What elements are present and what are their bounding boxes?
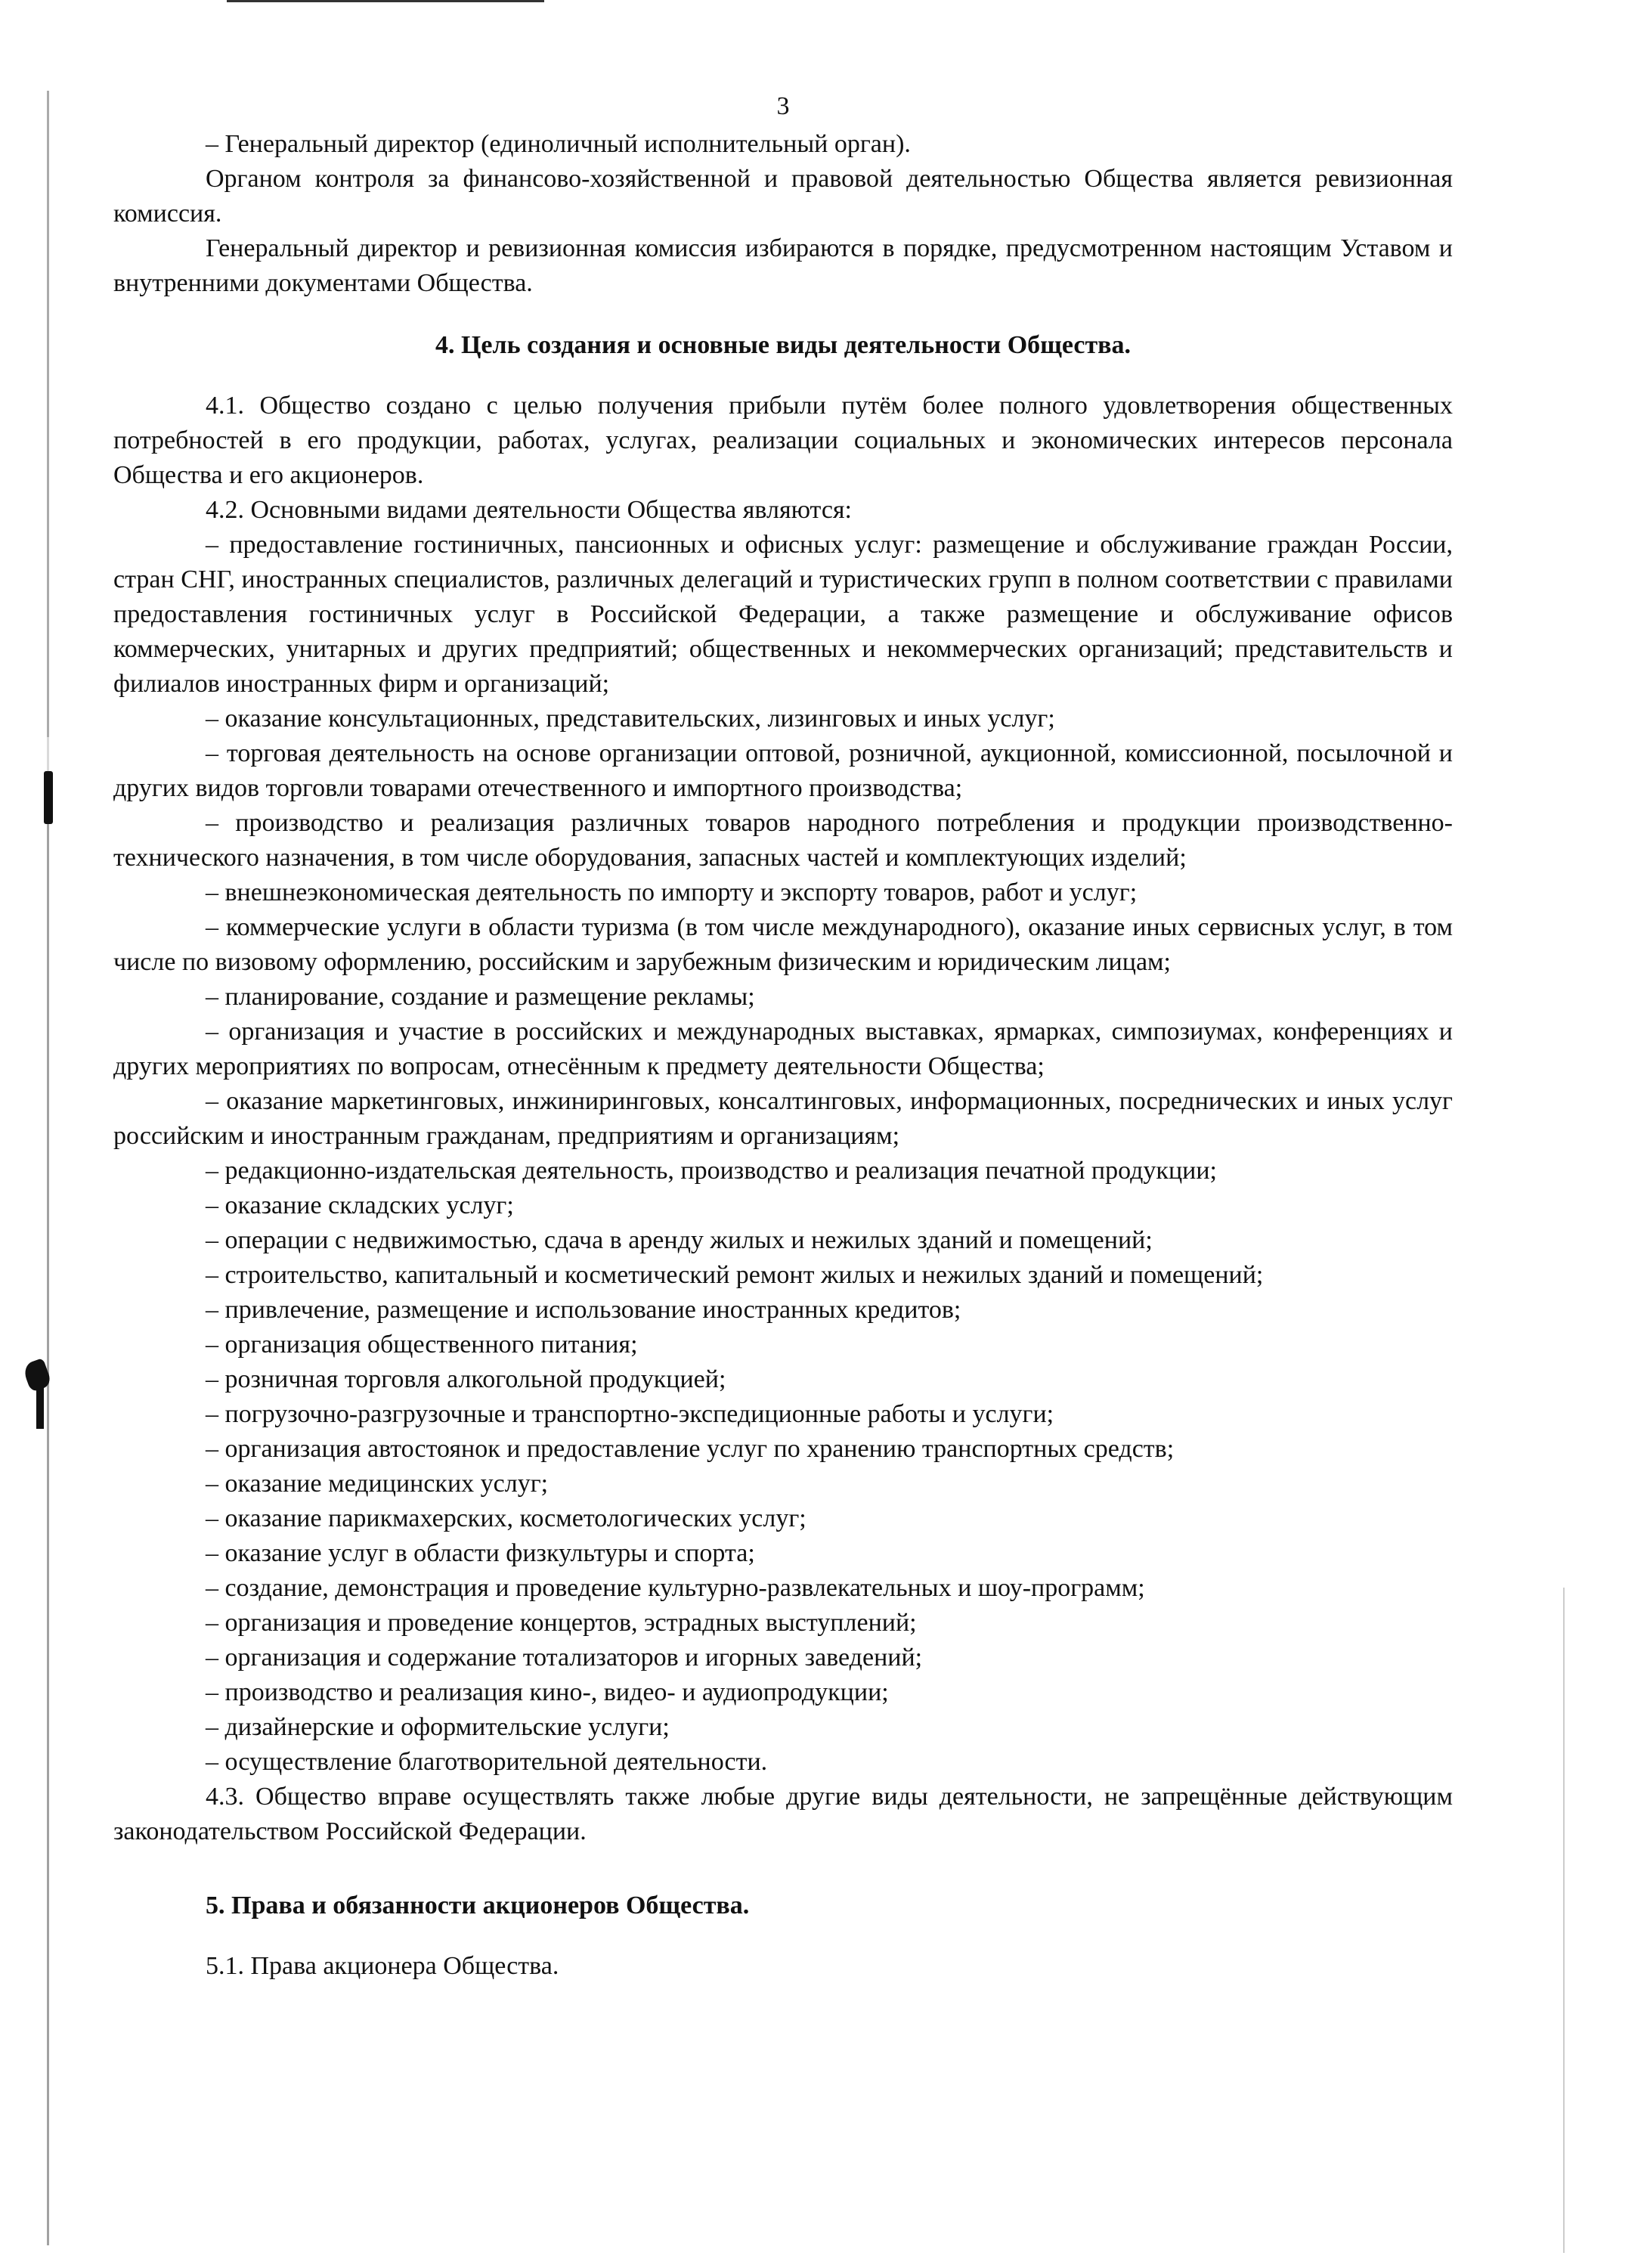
list-item: – оказание медицинских услуг;	[206, 1470, 549, 1498]
list-item: – организация и проведение концертов, эстрадных выступлений;	[206, 1609, 917, 1637]
list-item: – оказание консультационных, представительских, лизинговых и иных услуг;	[206, 705, 1055, 733]
list-item: – погрузочно-разгрузочные и транспортно-экспедиционные работы и услуги;	[206, 1400, 1054, 1428]
list-item: – операции с недвижимостью, сдача в аренду жилых и нежилых зданий и помещений;	[206, 1226, 1153, 1254]
list-item: – производство и реализация кино-, видео- и аудиопродукции;	[206, 1678, 889, 1706]
list-item: – внешнеэкономическая деятельность по импорту и экспорту товаров, работ и услуг;	[206, 878, 1138, 906]
list-item: – предоставление гостиничных, пансионных и офисных услуг: размещение и обслуживание граждан России, стран СНГ, иностранных специалистов, различных делегаций и туристических групп в полном соответствии с правилами предоставления гостиничных услуг в Российской Федерации, а также размещение и обслуживание офисов коммерческих, унитарных и других предприятий; общественных и некоммерческих организаций; представительств и филиалов иностранных фирм и организаций;	[113, 531, 1453, 698]
list-item: – осуществление благотворительной деятельности.	[206, 1748, 768, 1776]
list-item: – розничная торговля алкогольной продукцией;	[206, 1365, 726, 1393]
list-item: – организация автостоянок и предоставление услуг по хранению транспортных средств;	[206, 1435, 1175, 1463]
page-number: 3	[776, 92, 790, 120]
list-item: – оказание маркетинговых, инжиниринговых, консалтинговых, информационных, посреднических и иных услуг российским и иностранным гражданам, предприятиям и организациям;	[113, 1087, 1453, 1150]
list-item: – производство и реализация различных товаров народного потребления и продукции производственно-технического назначения, в том числе оборудования, запасных частей и комплектующих изделий;	[113, 809, 1453, 872]
list-item: – планирование, создание и размещение рекламы;	[206, 983, 755, 1011]
paragraph: Генеральный директор и ревизионная комиссия избираются в порядке, предусмотренном настоящим Уставом и внутренними документами Общества.	[113, 234, 1453, 297]
section-heading: 5. Права и обязанности акционеров Общества.	[206, 1892, 750, 1919]
list-item: – торговая деятельность на основе организации оптовой, розничной, аукционной, комиссионной, посылочной и других видов торговли товарами отечественного и импортного производства;	[113, 739, 1453, 802]
paragraph: 4.3. Общество вправе осуществлять также любые другие виды деятельности, не запрещённые действующим законодательством Российской Федерации.	[113, 1783, 1453, 1845]
list-item: – строительство, капитальный и косметический ремонт жилых и нежилых зданий и помещений;	[206, 1261, 1264, 1289]
document-body	[113, 89, 1453, 1984]
list-item: – оказание услуг в области физкультуры и спорта;	[206, 1539, 755, 1567]
scan-left-edge	[47, 91, 49, 2245]
scan-binding-mark	[44, 771, 53, 824]
scan-binding-mark	[36, 1376, 44, 1429]
activities-list	[113, 528, 1453, 1780]
list-item: – привлечение, размещение и использование иностранных кредитов;	[206, 1296, 961, 1324]
paragraph: 4.2. Основными видами деятельности Общества являются:	[206, 496, 852, 524]
list-item: – редакционно-издательская деятельность, производство и реализация печатной продукции;	[206, 1157, 1217, 1185]
list-item: – организация общественного питания;	[206, 1331, 638, 1359]
list-item: – оказание парикмахерских, косметологических услуг;	[206, 1504, 806, 1532]
scan-right-edge	[1563, 1588, 1565, 2253]
list-item: – коммерческие услуги в области туризма (в том числе международного), оказание иных сервисных услуг, в том числе по визовому оформлению, российским и зарубежным физическим и юридическим лицам;	[113, 913, 1453, 976]
list-item: – оказание складских услуг;	[206, 1191, 514, 1219]
paragraph: Органом контроля за финансово-хозяйственной и правовой деятельностью Общества является ревизионная комиссия.	[113, 165, 1453, 228]
paragraph: 5.1. Права акционера Общества.	[206, 1952, 559, 1980]
paragraph: – Генеральный директор (единоличный исполнительный орган).	[206, 130, 911, 158]
list-item: – организация и содержание тотализаторов и игорных заведений;	[206, 1644, 923, 1672]
list-item: – организация и участие в российских и международных выставках, ярмарках, симпозиумах, конференциях и других мероприятиях по вопросам, отнесённым к предмету деятельности Общества;	[113, 1018, 1453, 1080]
scan-top-rule	[227, 0, 544, 2]
paragraph: 4.1. Общество создано с целью получения прибыли путём более полного удовлетворения общественных потребностей в его продукции, работах, услугах, реализации социальных и экономических интересов персонала Общества и его акционеров.	[113, 392, 1453, 489]
list-item: – дизайнерские и оформительские услуги;	[206, 1713, 670, 1741]
list-item: – создание, демонстрация и проведение культурно-развлекательных и шоу-программ;	[206, 1574, 1145, 1602]
section-heading: 4. Цель создания и основные виды деятельности Общества.	[435, 331, 1132, 359]
